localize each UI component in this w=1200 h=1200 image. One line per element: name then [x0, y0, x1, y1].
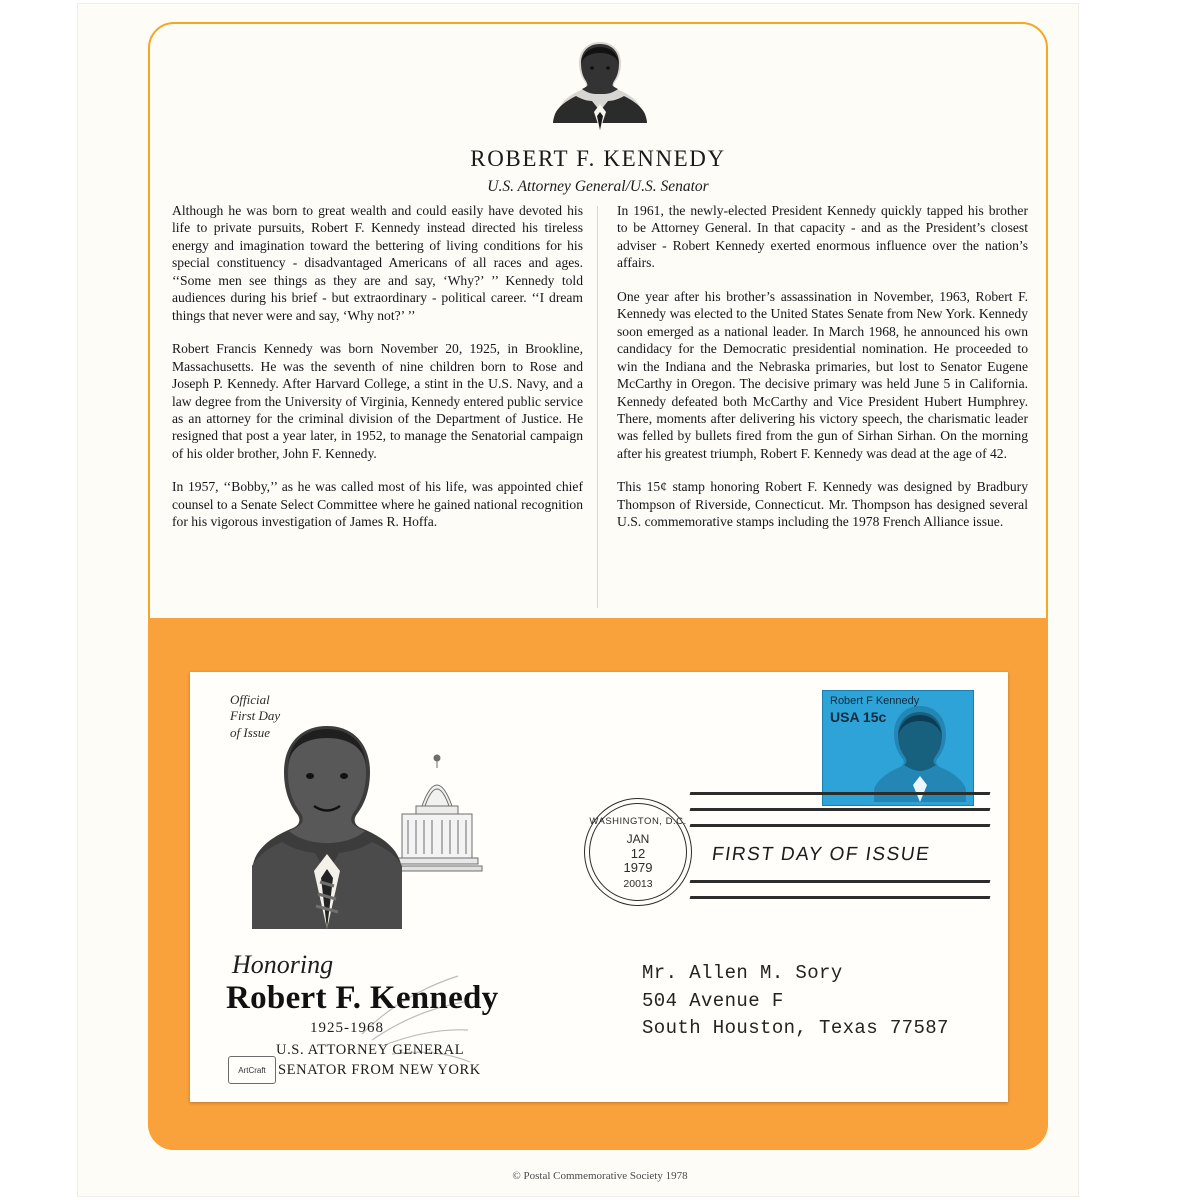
stamp-title: Robert F Kennedy	[830, 695, 920, 707]
official-line-1: Official	[230, 692, 270, 707]
postmark-city: WASHINGTON, D.C.	[589, 816, 687, 827]
artcraft-logo: ArtCraft	[228, 1056, 276, 1084]
article-columns	[172, 202, 1028, 531]
right-column	[617, 202, 1028, 531]
paragraph: Although he was born to great wealth and could easily have devoted his life to private pursuits, Robert F. Kennedy instead directed his tireless energy and imagination toward the bettering of living conditions for his special constituency - disadvantaged Americans of all races and ages. ‘‘Some men see things as they are and say, ‘Why?’ ’’ Kennedy told audiences during his brief - but extraordinary - political career. ‘‘I dream things that never were and say, ‘Why not?’ ’’	[172, 203, 583, 323]
paragraph: In 1957, ‘‘Bobby,’’ as he was called most of his life, was appointed chief counsel to a Senate Select Committee where he gained national recognition for his vigorous investigation of James R. Hoffa.	[172, 479, 583, 530]
paragraph: Robert Francis Kennedy was born November 20, 1925, in Brookline, Massachusetts. He was the seventh of nine children born to Rose and Joseph P. Kennedy. After Harvard College, a stint in the U.S. Navy, and a law degree from the University of Virginia, Kennedy entered public service as an attorney for the criminal division of the Department of Justice. He resigned that post a year later, in 1952, to manage the Senatorial campaign of his older brother, John F. Kennedy.	[172, 341, 583, 461]
copyright-footer: © Postal Commemorative Society 1978	[512, 1170, 688, 1182]
stamp-portrait-icon	[872, 698, 968, 802]
title-block	[170, 146, 1026, 196]
paragraph: One year after his brother’s assassination in November, 1963, Robert F. Kennedy was elected to the United States Senate from New York. Kennedy soon emerged as a national leader. In March 1968, he announced his own candidacy for the Democratic presidential nomination. He proceeded to win the Indiana and the Nebraska primaries, but lost to Senator Eugene McCarthy in Oregon. The decisive primary was held June 5 in California. Kennedy defeated both McCarthy and Vice President Hubert Humphrey. There, moments after delivering his victory speech, the charismatic leader was felled by bullets fired from the gun of Sirhan Sirhan. On the morning after his greatest triumph, Robert F. Kennedy was dead at the age of 42.	[617, 288, 1028, 461]
cancel-bar	[690, 896, 991, 899]
cancellation-mark	[690, 792, 990, 912]
first-day-cover-envelope	[190, 672, 1008, 1102]
official-line-2: First Day	[230, 708, 281, 724]
postmark-month: JAN	[626, 832, 650, 846]
honoring-label: Honoring	[232, 950, 334, 979]
postmark-day: 12	[630, 846, 646, 861]
address-line-2: 504 Avenue F	[642, 989, 784, 1012]
cover-name: Robert F. Kennedy	[226, 980, 499, 1016]
address-line-1: Mr. Allen M. Sory	[642, 962, 843, 984]
address-line-3: South Houston, Texas 77587	[642, 1017, 949, 1040]
postmark-zip: 20013	[623, 878, 653, 890]
mailing-address	[642, 960, 949, 1043]
postmark-year: 1979	[623, 860, 653, 875]
postage-stamp	[822, 690, 974, 806]
cancel-bar	[690, 808, 991, 811]
cover-role-line-2: SENATOR FROM NEW YORK	[278, 1062, 481, 1078]
postmark	[584, 798, 692, 906]
cancel-bar	[690, 824, 991, 827]
kennedy-portrait-engraving	[548, 34, 652, 138]
official-line-3: of Issue	[230, 724, 271, 740]
paragraph: In 1961, the newly-elected President Kennedy quickly tapped his brother to be Attorney General. In that capacity - and as the President’s closest adviser - Robert Kennedy exerted enormous influence over the nation’s affairs.	[617, 203, 1028, 271]
first-day-of-issue-text: FIRST DAY OF ISSUE	[710, 844, 932, 865]
cachet-artwork	[232, 714, 482, 944]
stamp-denomination: USA 15c	[830, 709, 887, 725]
paragraph: This 15¢ stamp honoring Robert F. Kennedy was designed by Bradbury Thompson of Riverside, Connecticut. Mr. Thompson has designed several U.S. commemorative stamps including the 1978 French Alliance issue.	[617, 479, 1028, 530]
left-column	[172, 202, 583, 531]
cover-years: 1925-1968	[310, 1020, 384, 1036]
page-title: ROBERT F. KENNEDY	[470, 146, 726, 171]
cover-role-line-1: U.S. ATTORNEY GENERAL	[276, 1042, 465, 1058]
page-subtitle: U.S. Attorney General/U.S. Senator	[487, 178, 709, 195]
cancel-bar	[690, 880, 991, 883]
cancel-bar	[690, 792, 991, 795]
